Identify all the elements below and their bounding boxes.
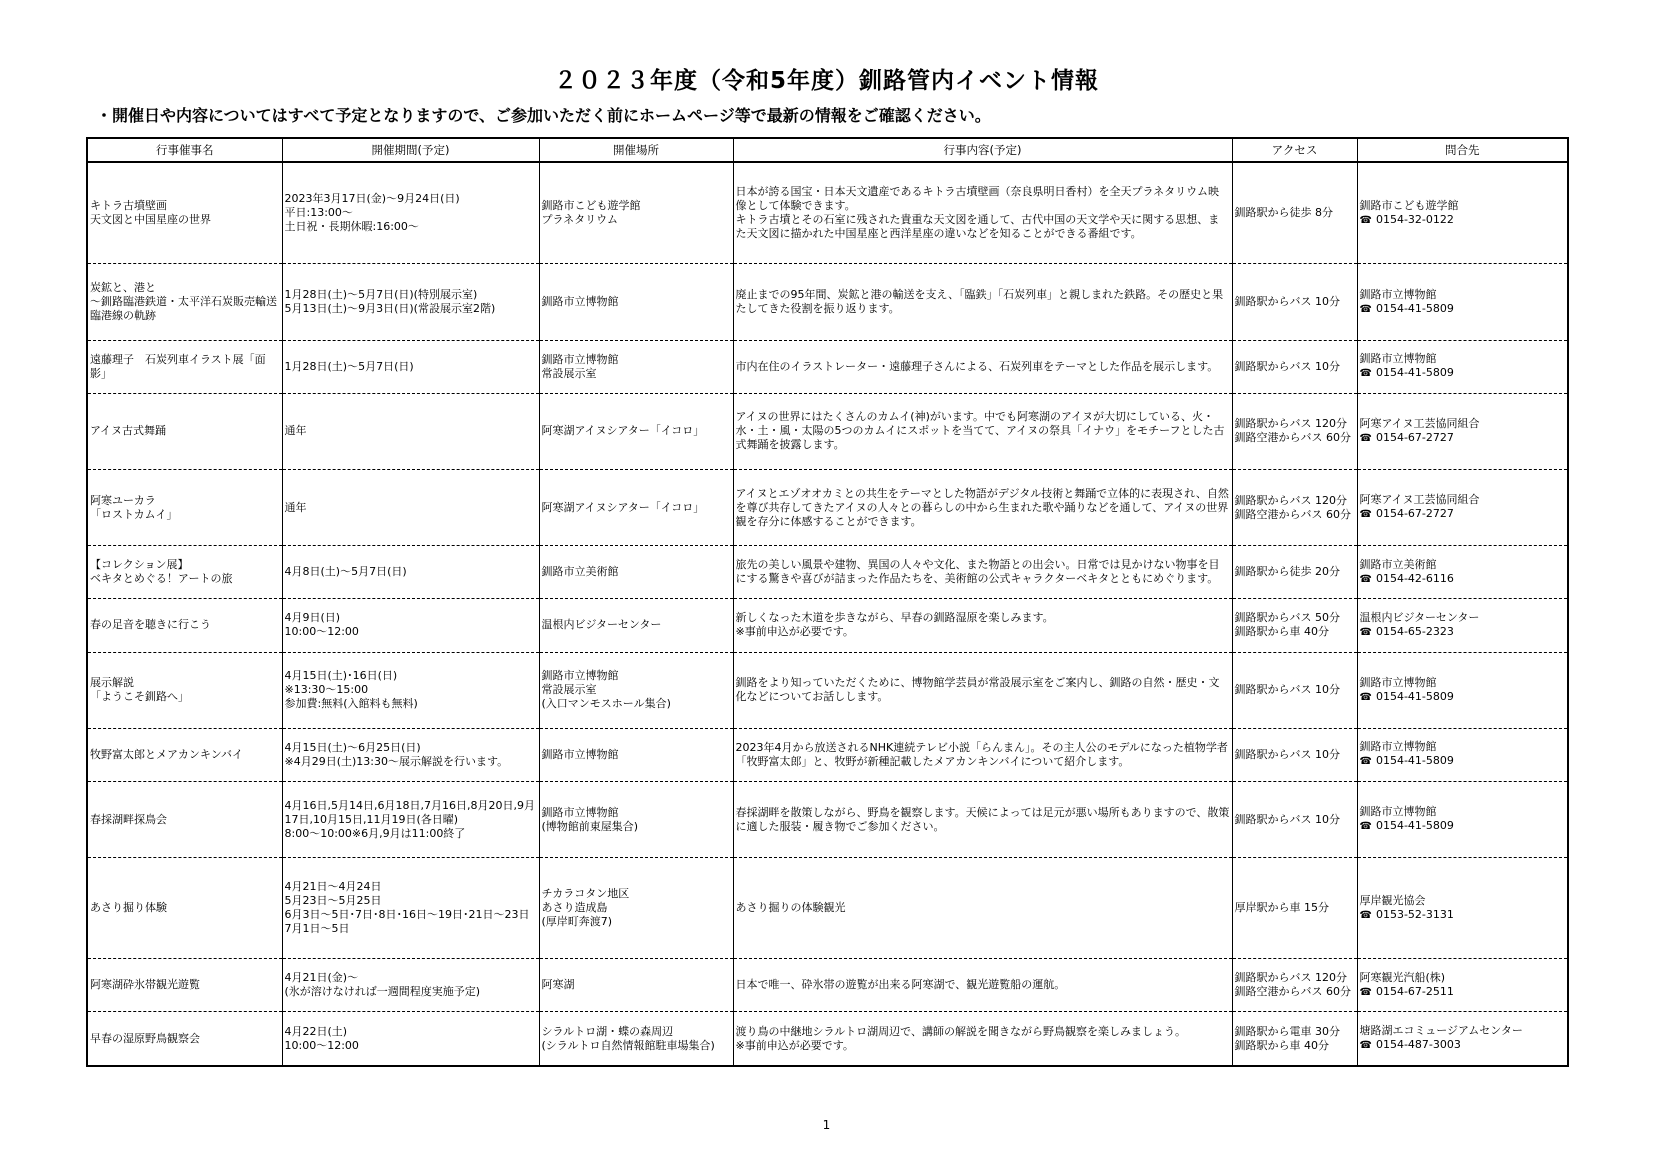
contact-organization: 阿寒アイヌ工芸協同組合	[1359, 416, 1480, 430]
content-cell-text: 新しくなった木道を歩きながら、早春の釧路湿原を楽しみます。 ※事前申込が必要です。	[735, 611, 1054, 639]
telephone-icon: ☎	[1359, 214, 1372, 226]
period-cell-text: 4月22日(土) 10:00～12:00	[284, 1024, 359, 1052]
table-row	[87, 546, 1568, 599]
content-cell-text: アイヌとエゾオオカミとの共生をテーマとした物語がデジタル技術と舞踊で立体的に表現され、自然を尊び共存してきたアイヌの人々との暮らしの中から生まれた歌や踊りなどを通して、アイヌの世界観を存分に体感することができます。	[735, 486, 1229, 528]
period-cell	[282, 652, 539, 728]
access-cell	[1232, 959, 1357, 1012]
phone-number: 0154-42-6116	[1375, 571, 1454, 585]
table-row	[87, 340, 1568, 393]
access-cell-text: 釧路駅から徒歩 8分	[1234, 206, 1333, 220]
event-name-cell	[87, 728, 282, 781]
events-table	[86, 137, 1569, 1067]
contact-cell	[1357, 393, 1568, 469]
content-cell-text: あさり掘りの体験観光	[735, 901, 846, 915]
access-cell-text: 釧路駅から電車 30分 釧路駅から車 40分	[1234, 1024, 1340, 1052]
venue-cell-text: 温根内ビジターセンター	[541, 618, 662, 632]
venue-cell	[539, 781, 733, 857]
contact-organization: 釧路市立博物館	[1359, 740, 1437, 754]
table-row	[87, 652, 1568, 728]
header-contact: 問合先	[1357, 138, 1568, 162]
venue-cell-text: 阿寒湖	[541, 978, 575, 992]
phone-number: 0154-67-2511	[1375, 984, 1454, 998]
contact-organization: 塘路湖エコミュージアムセンター	[1359, 1024, 1523, 1038]
content-cell	[733, 470, 1232, 546]
contact-phone	[1360, 985, 1566, 1000]
telephone-icon: ☎	[1359, 821, 1372, 833]
venue-cell-text: 阿寒湖アイヌシアター「イコロ」	[541, 500, 705, 514]
period-cell	[282, 340, 539, 393]
contact-phone	[1360, 1038, 1566, 1053]
page-title: ２０２３年度（令和5年度）釧路管内イベント情報	[553, 68, 1099, 94]
contact-organization: 阿寒観光汽船(株)	[1359, 970, 1446, 984]
contact-cell	[1357, 781, 1568, 857]
contact-phone	[1360, 690, 1566, 705]
contact-phone	[1360, 213, 1566, 228]
header-period: 開催期間(予定)	[282, 138, 539, 162]
content-cell-text: アイヌの世界にはたくさんのカムイ(神)がいます。中でも阿寒湖のアイヌが大切にしている、火・水・土・風・太陽の5つのカムイにスポットを当てて、アイヌの祭具「イナウ」をモチーフとした古式舞踊を披露します。	[735, 410, 1225, 452]
period-cell-text: 4月21日(金)～ (氷が溶けなければ一週間程度実施予定)	[284, 971, 481, 999]
content-cell-text: 春採湖畔を散策しながら、野鳥を観察します。天候によっては足元が悪い場所もありますので、散策に適した服装・履き物でご参加ください。	[735, 805, 1230, 833]
content-cell	[733, 652, 1232, 728]
access-cell	[1232, 781, 1357, 857]
contact-cell	[1357, 162, 1568, 264]
event-name-cell	[87, 393, 282, 469]
venue-cell	[539, 599, 733, 652]
venue-cell	[539, 162, 733, 264]
contact-phone	[1360, 507, 1566, 522]
phone-number: 0154-41-5809	[1375, 819, 1454, 833]
period-cell	[282, 959, 539, 1012]
content-cell	[733, 264, 1232, 340]
table-row	[87, 728, 1568, 781]
telephone-icon: ☎	[1359, 691, 1372, 703]
event-name-cell	[87, 1012, 282, 1066]
access-cell	[1232, 546, 1357, 599]
event-name-cell-text: 阿寒ユーカラ 「ロストカムイ」	[90, 493, 178, 521]
content-cell	[733, 393, 1232, 469]
content-cell	[733, 1012, 1232, 1066]
contact-phone	[1360, 819, 1566, 834]
access-cell-text: 釧路駅からバス 10分	[1234, 747, 1340, 761]
event-name-cell-text: 牧野富太郎とメアカンキンバイ	[90, 747, 244, 761]
content-cell	[733, 546, 1232, 599]
contact-organization: 厚岸観光協会	[1359, 893, 1426, 907]
period-cell-text: 1月28日(土)～5月7日(日)	[284, 359, 414, 373]
contact-phone	[1360, 908, 1566, 923]
period-cell-text: 4月16日,5月14日,6月18日,7月16日,8月20日,9月17日,10月15日,11月19日(各日曜) 8:00～10:00※6月,9月は11:00終了	[284, 798, 535, 840]
event-name-cell	[87, 470, 282, 546]
contact-phone	[1360, 572, 1566, 587]
period-cell-text: 1月28日(土)～5月7日(日)(特別展示室) 5月13日(土)～9月3日(日)(常設展示室2階)	[284, 288, 496, 316]
contact-cell	[1357, 858, 1568, 959]
access-cell-text: 釧路駅からバス 120分 釧路空港からバス 60分	[1234, 971, 1351, 999]
event-name-cell	[87, 781, 282, 857]
contact-cell	[1357, 652, 1568, 728]
table-row	[87, 1012, 1568, 1066]
period-cell	[282, 264, 539, 340]
contact-cell	[1357, 264, 1568, 340]
telephone-icon: ☎	[1359, 509, 1372, 521]
phone-number: 0154-41-5809	[1375, 689, 1454, 703]
table-row	[87, 393, 1568, 469]
header-access: アクセス	[1232, 138, 1357, 162]
event-name-cell	[87, 959, 282, 1012]
phone-number: 0154-487-3003	[1375, 1038, 1461, 1052]
content-cell-text: 廃止までの95年間、炭鉱と港の輸送を支え、「臨鉄」「石炭列車」と親しまれた鉄路。その歴史と果たしてきた役割を振り返ります。	[735, 288, 1224, 316]
table-row	[87, 264, 1568, 340]
telephone-icon: ☎	[1359, 909, 1372, 921]
event-name-cell	[87, 162, 282, 264]
content-cell-text: 市内在住のイラストレーター・遠藤理子さんによる、石炭列車をテーマとした作品を展示します。	[735, 359, 1219, 373]
venue-cell	[539, 340, 733, 393]
venue-cell	[539, 858, 733, 959]
event-name-cell-text: キトラ古墳壁画 天文図と中国星座の世界	[90, 199, 211, 227]
period-cell-text: 4月21日～4月24日 5月23日～5月25日 6月3日～5日･7日･8日･16日～19日･21日～23日 7月1日～5日	[284, 880, 530, 936]
venue-cell-text: 釧路市立博物館	[541, 747, 619, 761]
event-name-cell	[87, 652, 282, 728]
telephone-icon: ☎	[1359, 303, 1372, 315]
contact-organization: 阿寒アイヌ工芸協同組合	[1359, 493, 1480, 507]
venue-cell-text: 釧路市立美術館	[541, 565, 619, 579]
event-name-cell	[87, 858, 282, 959]
access-cell	[1232, 162, 1357, 264]
access-cell-text: 釧路駅からバス 120分 釧路空港からバス 60分	[1234, 417, 1351, 445]
phone-number: 0154-41-5809	[1375, 366, 1454, 380]
content-cell-text: 渡り鳥の中継地シラルトロ湖周辺で、講師の解説を聞きながら野鳥観察を楽しみましょう。 ※事前申込が必要です。	[735, 1024, 1186, 1052]
phone-number: 0154-41-5809	[1375, 754, 1454, 768]
period-cell-text: 4月15日(土)･16日(日) ※13:30～15:00 参加費:無料(入館料も無料)	[284, 669, 418, 711]
contact-cell	[1357, 599, 1568, 652]
contact-organization: 釧路市立博物館	[1359, 805, 1437, 819]
event-name-cell-text: あさり掘り体験	[90, 901, 167, 915]
contact-cell	[1357, 959, 1568, 1012]
contact-organization: 釧路市立美術館	[1359, 557, 1437, 571]
period-cell	[282, 393, 539, 469]
event-name-cell	[87, 264, 282, 340]
event-name-cell-text: 炭鉱と、港と ～釧路臨港鉄道・太平洋石炭販売輸送臨港線の軌跡	[90, 281, 277, 323]
access-cell	[1232, 652, 1357, 728]
venue-cell-text: 釧路市立博物館	[541, 295, 619, 309]
period-cell-text: 4月8日(土)～5月7日(日)	[284, 565, 407, 579]
phone-number: 0154-65-2323	[1375, 624, 1454, 638]
phone-number: 0154-67-2727	[1375, 430, 1454, 444]
period-cell-text: 通年	[284, 500, 307, 514]
content-cell-text: 日本で唯一、砕氷帯の遊覧が出来る阿寒湖で、観光遊覧船の運航。	[735, 978, 1066, 992]
event-name-cell-text: 春採湖畔探鳥会	[90, 812, 167, 826]
venue-cell	[539, 546, 733, 599]
venue-cell	[539, 959, 733, 1012]
contact-phone	[1360, 431, 1566, 446]
event-name-cell	[87, 546, 282, 599]
access-cell-text: 釧路駅からバス 50分 釧路駅から車 40分	[1234, 611, 1340, 639]
access-cell	[1232, 728, 1357, 781]
event-name-cell-text: 早春の湿原野鳥観察会	[90, 1031, 200, 1045]
telephone-icon: ☎	[1359, 432, 1372, 444]
contact-cell	[1357, 728, 1568, 781]
telephone-icon: ☎	[1359, 756, 1372, 768]
page-number: 1	[822, 1118, 831, 1132]
access-cell-text: 釧路駅からバス 10分	[1234, 812, 1340, 826]
period-cell-text: 通年	[284, 424, 307, 438]
period-cell	[282, 546, 539, 599]
content-cell	[733, 340, 1232, 393]
content-cell-text: 2023年4月から放送されるNHK連続テレビ小説「らんまん」。その主人公のモデルになった植物学者「牧野富太郎」と、牧野が新種記載したメアカンキンバイについて紹介します。	[735, 740, 1228, 768]
event-name-cell-text: 展示解説 「ようこそ釧路へ」	[90, 676, 189, 704]
header-venue: 開催場所	[539, 138, 733, 162]
period-cell	[282, 1012, 539, 1066]
content-cell	[733, 959, 1232, 1012]
venue-cell-text: 釧路市立博物館 常設展示室 (入口マンモスホール集合)	[541, 669, 671, 711]
telephone-icon: ☎	[1359, 573, 1372, 585]
event-name-cell-text: 【コレクション展】 ベキタとめぐる！アートの旅	[90, 558, 233, 586]
telephone-icon: ☎	[1359, 626, 1372, 638]
access-cell-text: 釧路駅からバス 120分 釧路空港からバス 60分	[1234, 493, 1351, 521]
access-cell-text: 釧路駅からバス 10分	[1234, 359, 1340, 373]
telephone-icon: ☎	[1359, 368, 1372, 380]
contact-organization: 釧路市立博物館	[1359, 287, 1437, 301]
access-cell-text: 釧路駅からバス 10分	[1234, 683, 1340, 697]
venue-cell	[539, 1012, 733, 1066]
contact-cell	[1357, 470, 1568, 546]
contact-organization: 釧路市こども遊学館	[1359, 198, 1459, 212]
table-row	[87, 162, 1568, 264]
table-row	[87, 959, 1568, 1012]
period-cell	[282, 599, 539, 652]
venue-cell-text: シラルトロ湖・蝶の森周辺 (シラルトロ自然情報館駐車場集合)	[541, 1024, 715, 1052]
venue-cell	[539, 728, 733, 781]
access-cell	[1232, 470, 1357, 546]
telephone-icon: ☎	[1359, 986, 1372, 998]
header-content: 行事内容(予定)	[733, 138, 1232, 162]
period-cell	[282, 728, 539, 781]
content-cell	[733, 858, 1232, 959]
access-cell	[1232, 340, 1357, 393]
venue-cell-text: 釧路市こども遊学館 プラネタリウム	[541, 199, 641, 227]
telephone-icon: ☎	[1359, 1040, 1372, 1052]
event-name-cell	[87, 599, 282, 652]
period-cell	[282, 162, 539, 264]
access-cell-text: 釧路駅からバス 10分	[1234, 295, 1340, 309]
venue-cell-text: チカラコタン地区 あさり造成島 (厚岸町奔渡7)	[541, 887, 630, 929]
contact-organization: 温根内ビジターセンター	[1359, 610, 1480, 624]
table-row	[87, 599, 1568, 652]
venue-cell	[539, 264, 733, 340]
access-cell	[1232, 264, 1357, 340]
phone-number: 0154-32-0122	[1375, 212, 1454, 226]
contact-organization: 釧路市立博物館	[1359, 675, 1437, 689]
phone-number: 0154-67-2727	[1375, 507, 1454, 521]
contact-phone	[1360, 754, 1566, 769]
period-cell	[282, 781, 539, 857]
access-cell	[1232, 1012, 1357, 1066]
access-cell	[1232, 393, 1357, 469]
event-name-cell-text: 春の足音を聴きに行こう	[90, 618, 211, 632]
content-cell-text: 旅先の美しい風景や建物、異国の人々や文化、また物語との出会い。日常では見かけない物事を目にする驚きや喜びが詰まった作品たちを、美術館の公式キャラクターベキタとともにめぐります。	[735, 558, 1220, 586]
venue-cell	[539, 470, 733, 546]
access-cell-text: 釧路駅から徒歩 20分	[1234, 565, 1340, 579]
event-name-cell-text: アイヌ古式舞踊	[90, 424, 167, 438]
event-name-cell	[87, 340, 282, 393]
contact-cell	[1357, 1012, 1568, 1066]
table-header-row	[87, 138, 1568, 162]
content-cell-text: 日本が誇る国宝・日本天文遺産であるキトラ古墳壁画（奈良県明日香村）を全天プラネタリウム映像として体験できます。 キトラ古墳とその石室に残された貴重な天文図を通して、古代中国の天文学や天に関する思想、また天文図に描かれた中国星座と西洋星座の違いなどを知ることができる番組です。	[735, 185, 1220, 241]
contact-cell	[1357, 340, 1568, 393]
period-cell	[282, 858, 539, 959]
access-cell	[1232, 858, 1357, 959]
access-cell-text: 厚岸駅から車 15分	[1234, 901, 1329, 915]
venue-cell	[539, 652, 733, 728]
contact-phone	[1360, 366, 1566, 381]
contact-cell	[1357, 546, 1568, 599]
contact-phone	[1360, 625, 1566, 640]
access-cell	[1232, 599, 1357, 652]
venue-cell-text: 釧路市立博物館 (博物館前東屋集合)	[541, 805, 639, 833]
content-cell	[733, 781, 1232, 857]
period-cell-text: 2023年3月17日(金)～9月24日(日) 平日:13:00～ 土日祝・長期休暇:16:00～	[284, 192, 460, 234]
venue-cell	[539, 393, 733, 469]
period-cell-text: 4月15日(土)～6月25日(日) ※4月29日(土)13:30～展示解説を行います。	[284, 740, 509, 768]
table-row	[87, 858, 1568, 959]
period-cell	[282, 470, 539, 546]
table-row	[87, 470, 1568, 546]
content-cell	[733, 728, 1232, 781]
content-cell	[733, 162, 1232, 264]
event-name-cell-text: 阿寒湖砕氷帯観光遊覧	[90, 978, 200, 992]
venue-cell-text: 阿寒湖アイヌシアター「イコロ」	[541, 424, 705, 438]
content-cell-text: 釧路をより知っていただくために、博物館学芸員が常設展示室をご案内し、釧路の自然・歴史・文化などについてお話しします。	[735, 676, 1220, 704]
period-cell-text: 4月9日(日) 10:00～12:00	[284, 611, 359, 639]
contact-organization: 釧路市立博物館	[1359, 352, 1437, 366]
venue-cell-text: 釧路市立博物館 常設展示室	[541, 352, 619, 380]
content-cell	[733, 599, 1232, 652]
table-row	[87, 781, 1568, 857]
phone-number: 0153-52-3131	[1375, 907, 1454, 921]
event-name-cell-text: 遠藤理子 石炭列車イラスト展「面影」	[90, 352, 266, 380]
contact-phone	[1360, 302, 1566, 317]
notice-text: ・開催日や内容についてはすべて予定となりますので、ご参加いただく前にホームページ等で最新の情報をご確認ください。	[96, 106, 991, 125]
header-name: 行事催事名	[87, 138, 282, 162]
phone-number: 0154-41-5809	[1375, 301, 1454, 315]
